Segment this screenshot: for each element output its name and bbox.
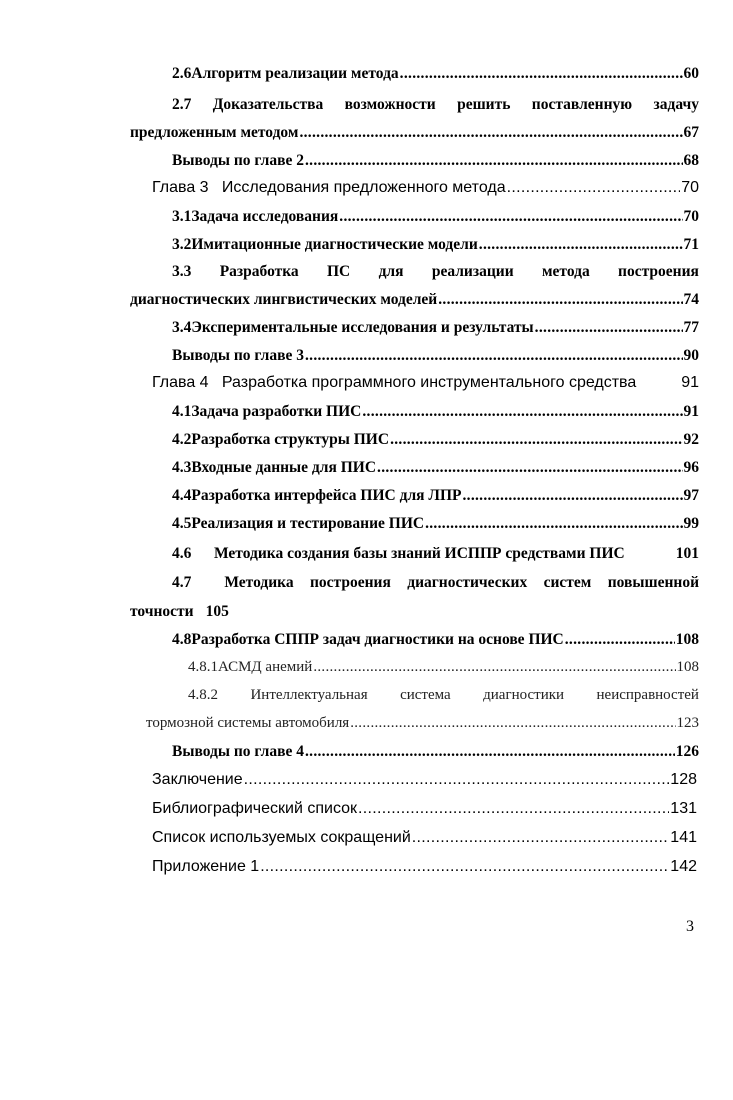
toc-entry-4-2 bbox=[172, 432, 699, 448]
dot-leader bbox=[299, 125, 682, 141]
section-number: 4.2 bbox=[172, 431, 192, 448]
section-title: Выводы по главе 2 bbox=[172, 152, 304, 169]
dot-leader bbox=[438, 292, 682, 308]
section-title: Алгоритм реализации метода bbox=[191, 65, 399, 82]
page-reference: 74 bbox=[683, 291, 699, 308]
title-word: задачу bbox=[653, 96, 699, 113]
page-number: 3 bbox=[686, 918, 694, 935]
dot-leader bbox=[350, 716, 675, 731]
section-number: 3.1 bbox=[172, 208, 192, 225]
title-word: возможности bbox=[344, 96, 436, 113]
toc-entry-4-7-line2 bbox=[130, 604, 229, 620]
page-reference: 108 bbox=[675, 631, 699, 648]
section-title-continued: точности bbox=[130, 603, 194, 620]
section-title: Список используемых сокращений bbox=[152, 829, 411, 846]
section-title-continued: диагностических лингвистических моделей bbox=[130, 291, 438, 308]
toc-entry-4-4 bbox=[172, 488, 699, 504]
section-title-continued: тормозной системы автомобиля bbox=[146, 715, 350, 731]
section-number: 3.2 bbox=[172, 236, 192, 253]
section-title: Экспериментальные исследования и результаты bbox=[191, 319, 534, 336]
section-title: Выводы по главе 4 bbox=[172, 743, 304, 760]
toc-entry-4-1 bbox=[172, 404, 699, 420]
title-word: решить bbox=[457, 96, 511, 113]
toc-entry-abbreviations bbox=[152, 830, 697, 846]
section-number: 3.4 bbox=[172, 319, 192, 336]
page-reference: 91 bbox=[681, 374, 699, 391]
section-title: Задача исследования bbox=[191, 208, 339, 225]
dot-leader bbox=[479, 237, 683, 253]
section-title: Выводы по главе 3 bbox=[172, 347, 304, 364]
section-title: Входные данные для ПИС bbox=[191, 459, 377, 476]
page-reference: 68 bbox=[683, 152, 699, 169]
section-number: 4.8.2 bbox=[188, 687, 218, 703]
toc-entry-3-3-line2 bbox=[130, 292, 699, 308]
page-reference: 96 bbox=[683, 459, 699, 476]
page-reference: 70 bbox=[681, 179, 699, 196]
section-title-continued: предложенным методом bbox=[130, 124, 299, 141]
section-title: Реализация и тестирование ПИС bbox=[191, 515, 425, 532]
page-reference: 141 bbox=[670, 829, 697, 846]
title-word: Интеллектуальная bbox=[250, 687, 368, 703]
section-number: 4.3 bbox=[172, 459, 192, 476]
toc-entry-3-4 bbox=[172, 320, 699, 336]
title-word: ПС bbox=[327, 263, 351, 280]
chapter-title: Глава 3 Исследования предложенного метода bbox=[152, 179, 506, 196]
section-title: Разработка структуры ПИС bbox=[191, 431, 390, 448]
toc-entry-bibliography bbox=[152, 801, 697, 817]
page-reference: 67 bbox=[683, 124, 699, 141]
toc-entry-conclusion bbox=[152, 772, 697, 788]
toc-entry-4-8 bbox=[172, 632, 699, 648]
dot-leader bbox=[362, 404, 682, 420]
toc-entry-4-8-1 bbox=[188, 660, 699, 675]
section-title: Задача разработки ПИС bbox=[191, 403, 362, 420]
page-reference: 92 bbox=[683, 431, 699, 448]
section-title: Методика создания базы знаний ИСППР средствами ПИС bbox=[214, 545, 625, 562]
dot-leader bbox=[339, 209, 682, 225]
dot-leader bbox=[535, 320, 683, 336]
section-number: 4.6 bbox=[172, 545, 192, 562]
title-word: повышенной bbox=[607, 574, 699, 591]
title-word: диагностических bbox=[407, 574, 528, 591]
toc-entry-3-1 bbox=[172, 209, 699, 225]
page-reference: 126 bbox=[675, 743, 699, 760]
toc-entry-3-2 bbox=[172, 237, 699, 253]
page-reference: 70 bbox=[683, 208, 699, 225]
section-number: 4.7 bbox=[172, 574, 192, 591]
toc-entry-2-6 bbox=[172, 66, 699, 82]
title-word: построения bbox=[618, 263, 699, 280]
toc-entry-conclusions-ch4 bbox=[172, 744, 699, 760]
dot-leader bbox=[305, 348, 683, 364]
page-reference: 123 bbox=[676, 715, 699, 731]
title-word: диагностики bbox=[483, 687, 565, 703]
page-reference: 142 bbox=[670, 858, 697, 875]
title-word: Разработка bbox=[219, 263, 299, 280]
section-number: 4.8 bbox=[172, 631, 192, 648]
page-reference: 105 bbox=[205, 603, 229, 620]
section-number: 3.3 bbox=[172, 263, 192, 280]
title-word: метода bbox=[541, 263, 590, 280]
toc-entry-2-7-line1 bbox=[172, 97, 699, 113]
section-title: Заключение bbox=[152, 771, 243, 788]
title-word: систем bbox=[543, 574, 592, 591]
section-number: 2.7 bbox=[172, 96, 192, 113]
page-reference: 108 bbox=[676, 659, 699, 675]
dot-leader bbox=[565, 632, 675, 648]
section-title: Разработка СППР задач диагностики на основе ПИС bbox=[191, 631, 564, 648]
section-title: АСМД анемий bbox=[218, 659, 313, 675]
toc-entry-appendix-1 bbox=[152, 859, 697, 875]
page-reference: 101 bbox=[675, 545, 699, 562]
page-reference: 91 bbox=[683, 403, 699, 420]
dot-leader bbox=[244, 772, 670, 788]
dot-leader bbox=[305, 744, 675, 760]
dot-leader bbox=[400, 66, 683, 82]
toc-entry-chapter-3 bbox=[152, 180, 699, 196]
toc-entry-4-6 bbox=[172, 546, 699, 562]
section-number: 4.4 bbox=[172, 487, 192, 504]
toc-entry-conclusions-ch2 bbox=[172, 153, 699, 169]
title-word: неисправностей bbox=[596, 687, 699, 703]
dot-leader bbox=[260, 859, 669, 875]
toc-entry-4-8-2-line2 bbox=[146, 716, 699, 731]
section-number: 4.1 bbox=[172, 403, 192, 420]
section-title: Разработка интерфейса ПИС для ЛПР bbox=[191, 487, 462, 504]
dot-leader bbox=[425, 516, 682, 532]
section-number: 2.6 bbox=[172, 65, 192, 82]
title-word: для bbox=[378, 263, 404, 280]
dot-leader bbox=[377, 460, 682, 476]
dot-leader bbox=[358, 801, 669, 817]
title-word: поставленную bbox=[531, 96, 633, 113]
toc-entry-4-8-2-line1 bbox=[188, 688, 699, 703]
section-number: 4.8.1 bbox=[188, 659, 218, 675]
page-reference: 60 bbox=[683, 65, 699, 82]
page-reference: 77 bbox=[683, 319, 699, 336]
dot-leader bbox=[412, 830, 670, 846]
toc-entry-4-7-line1 bbox=[172, 575, 699, 591]
title-word: Методика bbox=[224, 574, 294, 591]
section-title: Библиографический список bbox=[152, 800, 358, 817]
page-reference: 90 bbox=[683, 347, 699, 364]
dot-leader bbox=[462, 488, 682, 504]
dot-leader bbox=[507, 180, 681, 196]
dot-leader bbox=[390, 432, 682, 448]
page-reference: 97 bbox=[683, 487, 699, 504]
section-number: 4.5 bbox=[172, 515, 192, 532]
page-reference: 131 bbox=[670, 800, 697, 817]
page-reference: 71 bbox=[683, 236, 699, 253]
dot-leader bbox=[305, 153, 683, 169]
title-word: построения bbox=[310, 574, 391, 591]
title-word: система bbox=[400, 687, 451, 703]
toc-entry-3-3-line1 bbox=[172, 264, 699, 280]
title-word: реализации bbox=[431, 263, 514, 280]
title-word: Доказательства bbox=[212, 96, 324, 113]
toc-entry-2-7-line2 bbox=[130, 125, 699, 141]
toc-entry-conclusions-ch3 bbox=[172, 348, 699, 364]
page-reference: 128 bbox=[670, 771, 697, 788]
section-title: Приложение 1 bbox=[152, 858, 260, 875]
section-title: Имитационные диагностические модели bbox=[191, 236, 478, 253]
dot-leader bbox=[313, 660, 675, 675]
toc-entry-chapter-4 bbox=[152, 375, 699, 391]
toc-entry-4-3 bbox=[172, 460, 699, 476]
chapter-title: Глава 4 Разработка программного инструментального средства bbox=[152, 374, 637, 391]
page-reference: 99 bbox=[683, 515, 699, 532]
toc-entry-4-5 bbox=[172, 516, 699, 532]
